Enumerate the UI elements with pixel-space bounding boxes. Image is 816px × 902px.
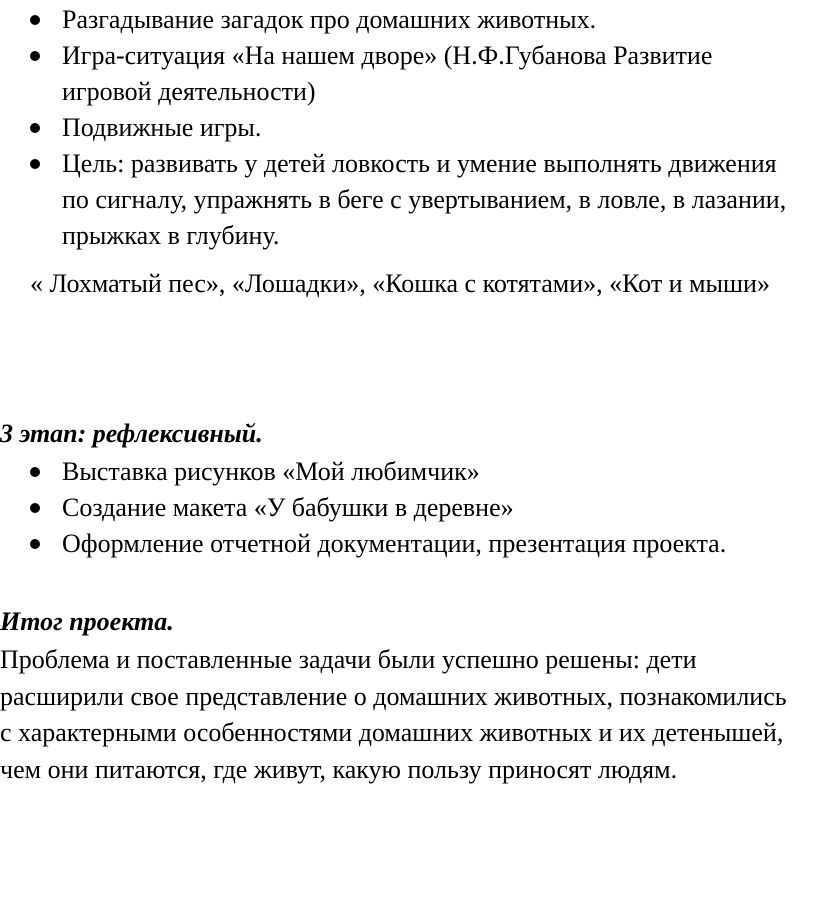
list-item bbox=[0, 146, 800, 254]
result-paragraph: Проблема и поставленные задачи были успешно решены: дети расширили свое представление о домашних животных, познакомились с характерными особенностями домашних животных и их детенышей, чем они питаются, где живут, какую пользу приносят людям. bbox=[0, 645, 787, 784]
bullet-icon bbox=[30, 15, 40, 25]
bullet-icon bbox=[30, 539, 40, 549]
list-item bbox=[0, 454, 800, 490]
bullet-icon bbox=[30, 159, 40, 169]
bullet-icon bbox=[30, 123, 40, 133]
list-item-text: Подвижные игры. bbox=[62, 113, 262, 142]
list-item-text: Оформление отчетной документации, презентация проекта. bbox=[62, 529, 727, 558]
bullet-icon bbox=[30, 51, 40, 61]
list-item-text: Разгадывание загадок про домашних животных. bbox=[62, 5, 597, 34]
stage3-title: 3 этап: рефлексивный. bbox=[0, 419, 263, 448]
list-item bbox=[0, 38, 800, 110]
list-item bbox=[0, 110, 800, 146]
games-line: « Лохматый пес», «Лошадки», «Кошка с котятами», «Кот и мыши» bbox=[30, 269, 770, 298]
list-item bbox=[0, 526, 800, 562]
list-item-text: Цель: развивать у детей ловкость и умение выполнять движения по сигналу, упражнять в беге с увертыванием, в ловле, в лазании, прыжках в глубину. bbox=[62, 149, 787, 250]
stage3-list bbox=[0, 454, 800, 562]
list-item-text: Выставка рисунков «Мой любимчик» bbox=[62, 457, 480, 486]
list-item bbox=[0, 490, 800, 526]
stage2-list bbox=[0, 2, 800, 254]
list-item bbox=[0, 2, 800, 38]
result-title: Итог проекта. bbox=[0, 607, 174, 636]
bullet-icon bbox=[30, 503, 40, 513]
list-item-text: Создание макета «У бабушки в деревне» bbox=[62, 493, 514, 522]
list-item-text: Игра-ситуация «На нашем дворе» (Н.Ф.Губанова Развитие игровой деятельности) bbox=[62, 41, 713, 106]
bullet-icon bbox=[30, 467, 40, 477]
